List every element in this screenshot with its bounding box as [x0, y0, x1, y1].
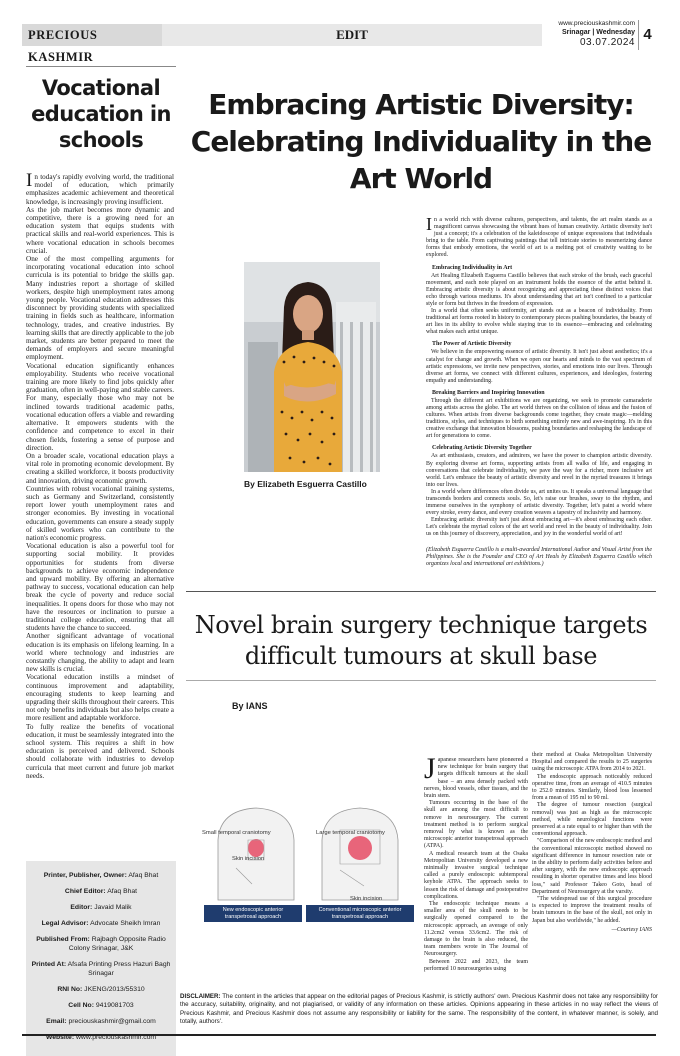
editorial-paragraph: One of the most compelling arguments for incorporating vocational education into school curricula is its potential to bridge the skills gap. Many industries report a shortage of skilled workers, despite high unemployment rates among young people. Vocational education addresses this disconnect by providing students with specialized training in fields such as healthcare, information technology, trades, and creative industries. By learning skills that are directly applicable to the job market, students are better prepared to meet the demands of employers and secure meaningful employment. — [26, 255, 174, 362]
diagram-right-label: Large temporal craniotomy — [316, 830, 385, 836]
editorial-paragraph: Vocational education significantly enhances employability. Students who receive vocational training are more likely to find jobs quickly after graduation, often in well-paying and stable careers. For many, especially those who may not be inclined towards traditional academic paths, vocational education offers a viable and rewarding alternative. It empowers students with the confidence and competence to excel in their chosen fields, fostering a sense of purpose and direction. — [26, 361, 174, 452]
imprint-value: JKENG/2013/55310 — [84, 986, 145, 993]
footer-rule — [22, 1034, 656, 1036]
article2-paragraph: A medical research team at the Osaka Metropolitan University developed a new minimally invasive surgical technique called a purely endoscopic subtemporal keyhole ATPA. The approach seeks to lessen the risk of damage and postoperative complications. — [424, 850, 528, 900]
editorial-paragraph: Countries with robust vocational training systems, such as Germany and Switzerland, consistently report lower youth unemployment rates and stronger economies. By investing in vocational education, governments can ensure a steady supply of skilled workers who can contribute to the nation's economic progress. — [26, 484, 174, 542]
masthead-url: www.preciouskashmir.com — [558, 20, 635, 27]
author-photo — [244, 262, 380, 472]
left-column — [26, 66, 176, 1046]
editorial-paragraph: As the job market becomes more dynamic and competitive, there is a growing need for an education system that equips students with practical skills and real-world experiences. This is where vocational education in schools becomes crucial. — [26, 205, 174, 255]
article2-courtesy: —Courtesy IANS — [611, 926, 652, 933]
article1-subheading: The Power of Artistic Diversity — [432, 341, 512, 348]
imprint-row — [26, 919, 176, 928]
disclaimer-label: DISCLAIMER: — [180, 993, 221, 1000]
editorial-paragraph: Vocational education is also a powerful tool for supporting social mobility. It provides opportunities for students from diverse backgrounds to achieve economic independence and upward mobility. By offering an alternative pathway to success, vocational education can help break the cycle of poverty and reduce social inequalities. It opens doors for those who may not have the resources or inclination to pursue a traditional college education, ensuring that all students have the chance to succeed. — [26, 542, 174, 633]
imprint-row — [26, 935, 176, 953]
article1-paragraph: Embracing artistic diversity isn't just about embracing art—it's about embracing each other. Let's celebrate the myriad colors of the art world and revel in the beauty of individuality. Join us on this journey of discovery, appreciation, and joy in the wonderful world of art! — [426, 517, 652, 538]
surgery-diagram — [196, 800, 420, 910]
article1-paragraph: As art enthusiasts, creators, and admirers, we have the power to champion artistic diversity. By exploring diverse art forms, supporting artists from all walks of life, and engaging in conversations that celebrate individuality, we pave the way for a richer, more inclusive art world. Let's embrace the beauty of artistic diversity and revel in the myriad treasures it brings into our lives. — [426, 453, 652, 488]
article2-paragraph: Tumours occurring in the base of the skull are among the most difficult to remove in neurosurgery. The current treatment method is to perform surgical removal by what is known as the microscopic anterior transpetrosal approach (ATPA). — [424, 800, 528, 850]
article2-paragraph: The degree of tumour resection (surgical removal) was just as high as the microscopic method, while neurological functions were preserved at a rate equal to or higher than with the conventional approach. — [532, 802, 652, 838]
article2-byline: By IANS — [232, 701, 268, 711]
imprint-label: Printer, Publisher, Owner: — [43, 872, 127, 879]
diagram-left-incision: Skin incision — [232, 856, 265, 862]
diagram-right-incision: Skin incision — [350, 896, 383, 902]
imprint-value: Rajbagh Opposite Radio Colony Srinagar, J&K — [68, 936, 166, 952]
imprint-row — [26, 985, 176, 994]
article2-paragraph: The endoscopic technique means a smaller area of the skull needs to be surgically opened compared to the microscopic approach, an average of only 11.2cm2 versus 33.6cm2. The risk of damage to the brain is also reduced, the team members wrote in The Journal of Neurosurgery. — [424, 901, 528, 958]
article1-paragraph: We believe in the empowering essence of artistic diversity. It isn't just about aesthetics; it's a catalyst for change and growth. When we open our hearts and minds to the vast spectrum of artistic expressions, we invite new perspectives, stories, and emotions into our lives. Through diverse art forms, we connect with different cultures, experiences, and ideologies, fostering empathy and understanding. — [426, 349, 652, 384]
masthead-info — [527, 20, 635, 49]
headline-rule — [186, 680, 656, 681]
diagram-left-caption: New endoscopic anterior transpetrosal approach — [204, 905, 302, 922]
editorial-paragraph: In today's rapidly evolving world, the traditional model of education, which primarily emphasizes academic achievement and theoretical knowledge, is increasingly proving insufficient. — [26, 170, 174, 206]
article2-paragraph: Japanese researchers have pioneered a new technique for brain surgery that targets difficult tumours at the skull base – an area densely packed with nerves, blood vessels, other tissues, and the brain stem. — [424, 752, 528, 800]
article1-paragraph: In a world that often seeks uniformity, art stands out as a beacon of individuality. From traditional art forms rooted in history to contemporary pieces pushing boundaries, the beauty of art lies in its ability to evolve while staying true to its essence—embracing and celebrating what makes each artist unique. — [426, 308, 652, 336]
imprint-row — [26, 1001, 176, 1010]
imprint-label: Email: — [46, 1018, 67, 1025]
imprint-label: RNI No: — [57, 986, 83, 993]
disclaimer-text: The content in the articles that appear on the editorial pages of Precious Kashmir, is strictly authors' own. Precious Kashmir does not take any responsibility for the accuracy, suitability, originality, and not plagiarised, or validity of any information on these articles. Opinions appearing in these articles in no way reflect the views of Precious Kashmir, and Precious Kashmir does not assume any responsibility or liability for the same. The responsibility of the content, in whatever manner, is solely, and totally, authors'. — [180, 993, 658, 1026]
imprint-value: 9419081703 — [95, 1002, 134, 1009]
masthead-city-day: Srinagar | Wednesday — [561, 29, 635, 36]
article1-body — [426, 214, 652, 637]
diagram-right-caption: Conventional microscopic anterior transpetrosal approach — [306, 905, 414, 922]
surgery-diagram-art — [196, 800, 420, 910]
article1-paragraph: Through the different art exhibitions we are organizing, we seek to promote camaraderie among artists across the globe. The art world thrives on the collision of ideas and the fusion of cultures. When artists from diverse backgrounds come together, they create magic—melding traditions, styles, and techniques to birth something entirely new and awe-inspiring. It's in this creative exchange that innovation blossoms, pushing boundaries and reshaping the landscape of art for generations to come. — [426, 397, 652, 440]
article2-headline: Novel brain surgery technique targets difficult tumours at skull base — [194, 611, 648, 670]
article1-author-note: (Elizabeth Esguerra Castillo is a multi-awarded International Author and Visual Artist from the Philippines. She is the Founder and CEO of Art Heals by Elizabeth Esguerra Castillo which organizes local and international art exhibitions.) — [426, 546, 652, 567]
imprint-value: www.preciouskashmir.com — [76, 1034, 157, 1041]
masthead-brand: PRECIOUS KASHMIR — [22, 24, 162, 46]
imprint-row — [26, 903, 176, 912]
imprint-row — [26, 1017, 176, 1026]
article-divider — [186, 591, 656, 592]
imprint-label: Website: — [45, 1034, 75, 1041]
imprint-row — [26, 887, 176, 896]
imprint-label: Cell No: — [68, 1002, 94, 1009]
article2-paragraph: Between 2022 and 2023, the team performed 10 neurosurgeries using — [424, 958, 528, 972]
editorial-paragraph: Vocational education instills a mindset of continuous improvement and adaptability, encouraging students to keep learning and upgrading their skills throughout their careers. This not only benefits individuals but also helps create a more resilient and adaptable workforce. — [26, 673, 174, 723]
imprint-value: Javaid Malik — [94, 904, 132, 911]
editorial-body — [26, 170, 174, 780]
article2-paragraph: their method at Osaka Metropolitan University Hospital and compared the results to 25 surgeries using the microscopic ATPA from 2014 to 2021. — [532, 752, 652, 773]
masthead — [22, 20, 656, 64]
masthead-section: EDIT — [336, 27, 368, 42]
article2-column-1 — [424, 752, 528, 975]
disclaimer — [180, 993, 658, 1027]
imprint-label: Editor: — [70, 904, 93, 911]
imprint-value: Afaq Bhat — [128, 872, 159, 879]
article1-paragraph: Art Healing Elizabeth Esguerra Castillo believes that each stroke of the brush, each graceful movement, and each note played on an instrument holds the essence of the artist behind it. Embracing artistic diversity is about recognizing and appreciating these distinct voices that echo through various mediums. It's about understanding that art isn't confined to a particular style or form but thrives in the freedom of expression. — [426, 272, 652, 307]
imprint-label: Chief Editor: — [64, 888, 106, 895]
editorial-box — [26, 66, 176, 780]
article1-intro: In a world rich with diverse cultures, perspectives, and talents, the art realm stands as a magnificent canvas showcasing the vibrant hues of human creativity. Artistic diversity isn't just a concept; it's a celebration of the kaleidoscope of unique expressions that individuals bring to the table. From captivating paintings that tell intricate stories to mesmerizing dance forms that embody emotions, the world of art is a melting pot of creativity waiting to be explored. — [426, 214, 652, 259]
imprint-value: Afaq Bhat — [107, 888, 138, 895]
article2-column-2 — [532, 752, 652, 980]
article1-byline: By Elizabeth Esguerra Castillo — [244, 479, 367, 489]
article1-subheading: Celebrating Artistic Diversity Together — [432, 445, 532, 452]
editorial-paragraph: To fully realize the benefits of vocational education, it must be seamlessly integrated into the school system. This requires a shift in how education is perceived and delivered. Schools should collaborate with industries to develop curricula that meet current and future job market needs. — [26, 722, 174, 780]
imprint-value: Afsafa Printing Press Hazuri Bagh Srinagar — [67, 961, 171, 977]
editorial-paragraph: On a broader scale, vocational education plays a vital role in promoting economic development. By creating a skilled workforce, it boosts productivity and innovation, driving economic growth. — [26, 451, 174, 485]
editorial-paragraph: Another significant advantage of vocational education is its emphasis on lifelong learning. In a world where technology and industries are constantly changing, the ability to adapt and learn new skills is crucial. — [26, 632, 174, 674]
article2-paragraph: "The widespread use of this surgical procedure is expected to improve the treatment results of brain tumours in the base of the skull, not only in Japan but also worldwide," he added. — [532, 896, 652, 924]
imprint-label: Published From: — [36, 936, 90, 943]
author-photo-illustration — [244, 262, 380, 472]
imprint-value: Advocate Sheikh Imran — [90, 920, 161, 927]
imprint-row — [26, 871, 176, 880]
article1-headline: Embracing Artistic Diversity: Celebrating Individuality in the Art World — [190, 88, 652, 195]
article1-paragraph: In a world where differences often divide us, art unites us. It speaks a universal language that transcends borders and connects souls. So, let's raise our brushes, sway to the rhythm, and immerse ourselves in the symphony of artistic diversity. Together, let's paint a world where every stroke, every dance, and every creation weaves a tapestry of inclusivity and harmony. — [426, 488, 652, 517]
article1-subheading: Embracing Individuality in Art — [432, 264, 513, 271]
imprint-label: Printed At: — [31, 961, 67, 968]
imprint-label: Legal Advisor: — [41, 920, 89, 927]
diagram-left-label: Small temporal craniotomy — [202, 830, 271, 836]
masthead-date: 03.07.2024 — [579, 37, 635, 48]
page-number: 4 — [638, 20, 656, 50]
article1-subheading: Breaking Barriers and Inspiring Innovation — [432, 389, 545, 396]
imprint-value: preciouskashmir@gmail.com — [68, 1018, 156, 1025]
article2-paragraph: "Comparison of the new endoscopic method and the conventional microscopic method showed no significant difference in tumour resection rate or in the ability to perform daily activities before and after surgery, with the new endoscopic approach resulting in shorter operative times and less blood loss," said Professor Takeo Goto, head of Department of Neurosurgery at the varsity. — [532, 838, 652, 895]
article2-paragraph: The endoscopic approach noticeably reduced operative time, from an average of 410.5 minutes to 252.0 minutes. Similarly, blood loss lessened from a mean of 195 ml to 90 ml. — [532, 773, 652, 802]
imprint-row — [26, 960, 176, 978]
editorial-title: Vocational education in schools — [31, 76, 171, 152]
imprint-box — [26, 861, 176, 1056]
